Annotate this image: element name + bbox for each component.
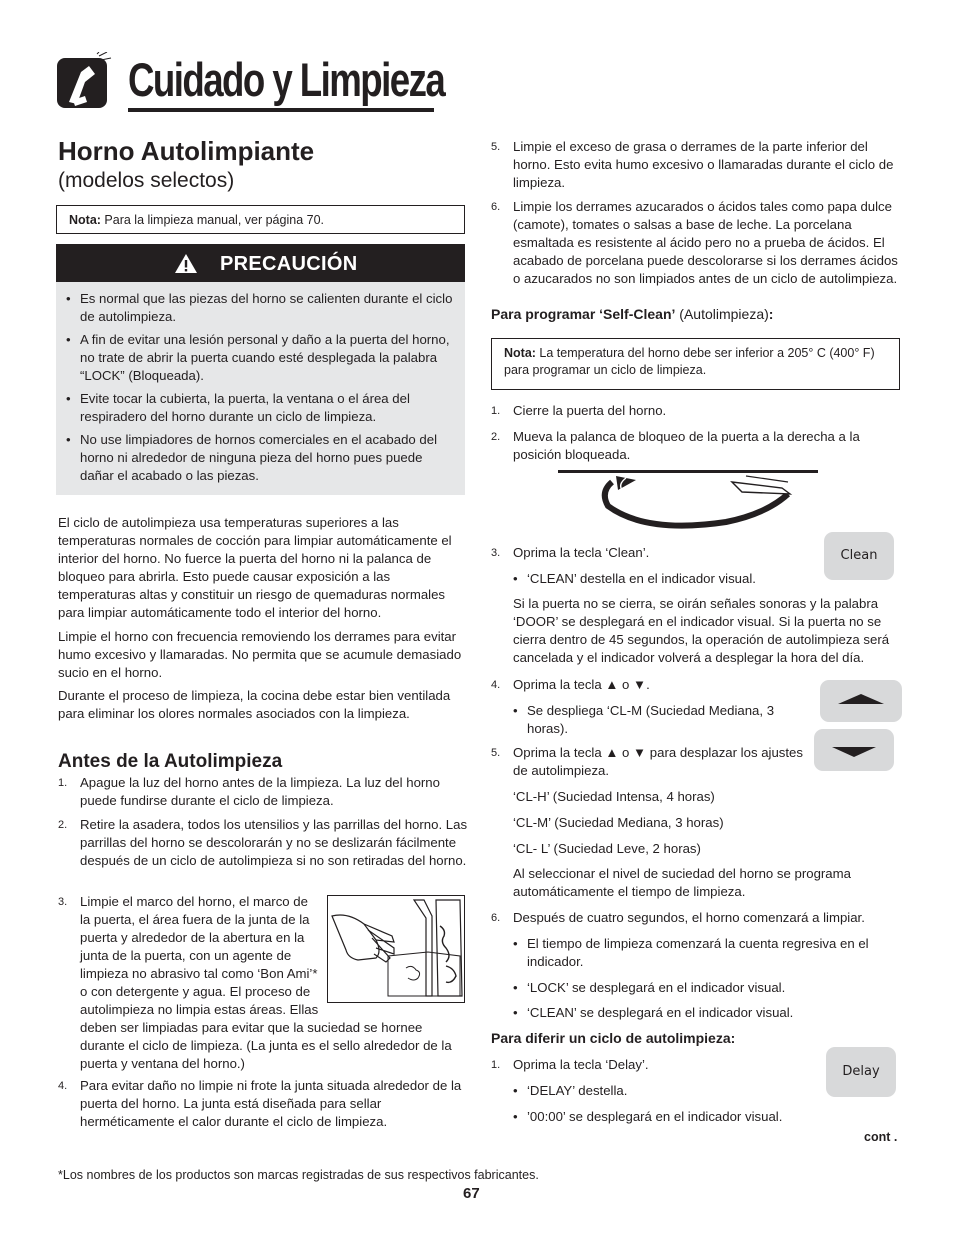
list-item: 6. Limpie los derrames azucarados o ácidos tales como papa dulce (camote), tomates o salsas a base de leche. La porcelana esmaltada es resistente al ácido pero no a prueba de ácidos. El acabado de porcelana puede descolorarse si los derrames ácidos o azucarados no son limpiados antes de un ciclo de autolimpieza. [491, 199, 898, 286]
list-item: 6. Después de cuatro segundos, el horno comenzará a limpiar. [491, 910, 865, 925]
title-rule [128, 108, 434, 112]
list-item: 4. Oprima la tecla ▲ o ▼. [491, 677, 650, 692]
list-item: 1. Apague la luz del horno antes de la limpieza. La luz del horno puede fundirse durante el ciclo de limpieza. [58, 775, 440, 808]
footnote: *Los nombres de los productos son marcas registradas de sus respectivos fabricantes. [58, 1168, 539, 1182]
program-selfclean-title: Para programar ‘Self-Clean’ (Autolimpieza): [491, 306, 774, 322]
bullet-item: • El tiempo de limpieza comenzará la cuenta regresiva en el indicador. [513, 935, 893, 971]
warning-icon [174, 253, 198, 274]
cleaning-hands-illustration [327, 895, 465, 1003]
list-item: 2. Mueva la palanca de bloqueo de la puerta a la derecha a la posición bloqueada. [491, 429, 860, 462]
caution-item: • Es normal que las piezas del horno se calienten durante el ciclo de autolimpieza. [66, 290, 455, 326]
subsection-title: Antes de la Autolimpieza [58, 751, 283, 772]
soil-level-option: ‘CL-H’ (Suciedad Intensa, 4 horas) [513, 789, 715, 804]
continued-label: cont . [864, 1130, 898, 1144]
clean-key-button[interactable]: Clean [824, 532, 894, 580]
down-arrow-key-button[interactable] [814, 729, 894, 771]
soil-level-option: ‘CL-M’ (Suciedad Mediana, 3 horas) [513, 815, 724, 830]
soil-level-option: ‘CL- L’ (Suciedad Leve, 2 horas) [513, 841, 701, 856]
section-subtitle: (modelos selectos) [58, 169, 235, 192]
step-detail: Si la puerta no se cierra, se oirán señales sonoras y la palabra ‘DOOR’ se desplegará en el indicador visual. Si la puerta no se cierra dentro de 45 segundos, la operación de autolimpieza será cancelada y el indicador volverá a desplegar la hora del día. [513, 596, 890, 665]
bullet-item: • ‘LOCK’ se desplegará en el indicador visual. [513, 979, 893, 997]
caution-item: • Evite tocar la cubierta, la puerta, la ventana o el área del respiradero del horno durante un ciclo de limpieza. [66, 390, 455, 426]
note-label: Nota: [69, 213, 101, 227]
caution-item: • A fin de evitar una lesión personal y daño a la puerta del horno, no trate de abrir la puerta cuando esté desplegada la palabra “LOCK” (Bloqueada). [66, 331, 455, 385]
caution-label: PRECAUCIÓN [220, 253, 358, 275]
delay-section-title: Para diferir un ciclo de autolimpieza: [491, 1030, 736, 1046]
delay-key-button[interactable]: Delay [826, 1047, 896, 1097]
caution-header [56, 244, 465, 282]
caution-box [56, 282, 465, 495]
list-item: 3. Oprima la tecla ‘Clean’. [491, 545, 650, 560]
intro-paragraph: Limpie el horno con frecuencia removiendo los derrames para evitar humo excesivo y llamaradas. No permita que se acumule demasiado sucio en el horno. [58, 629, 462, 680]
intro-paragraph: Durante el proceso de limpieza, la cocina debe estar bien ventilada para eliminar los olores normales asociados con la limpieza. [58, 688, 451, 721]
up-arrow-key-button[interactable] [820, 680, 902, 722]
list-item: 2. Retire la asadera, todos los utensilios y las parrillas del horno. Las parrillas del horno se descolorarán y no se deslizarán fácilmente después de un ciclo de autolimpieza si no son retiradas del horno. [58, 817, 468, 868]
bullet-item: • Se despliega ‘CL-M (Suciedad Mediana, 3 horas). [513, 702, 813, 738]
step-detail: Al seleccionar el nivel de suciedad del horno se programa automáticamente el tiempo de limpieza. [513, 866, 851, 899]
list-item: 1. Oprima la tecla ‘Delay’. [491, 1057, 649, 1072]
note-text: Para la limpieza manual, ver página 70. [100, 213, 324, 227]
bullet-item: • ‘DELAY’ destella. [513, 1082, 813, 1100]
intro-paragraph: El ciclo de autolimpieza usa temperaturas superiores a las temperaturas normales de cocción para limpiar automáticamente el interior del horno. No fuerce la puerta del horno ni la palanca de bloqueo para abrirla. Esto puede causar exposición a las temperaturas altas y constituir un riesgo de quemaduras normales para limpiar automáticamente todo el interior del horno. [58, 515, 452, 620]
list-item: 3. Limpie el marco del horno, el marco de la puerta, el área fuera de la junta de la puerta y alrededor de la abertura en la junta de la puerta, con un agente de limpieza no abrasivo tal como ‘Bon Ami’* o con detergente y agua. El proceso de autolimpieza no limpia estas áreas. Ellas deben ser limpiadas para evitar que la suciedad se hornee durante el ciclo de limpieza. (La junta es el sello alrededor de la puerta y ventana del horno.) [58, 893, 468, 1073]
section-title: Horno Autolimpiante [58, 136, 315, 166]
cleaning-logo-icon [55, 52, 113, 110]
down-arrow-icon [814, 729, 894, 771]
list-item: 1. Cierre la puerta del horno. [491, 403, 667, 418]
page-title: Cuidado y Limpieza [128, 53, 445, 106]
list-item: 5. Limpie el exceso de grasa o derrames de la parte inferior del horno. Esto evita humo excesivo o llamaradas durante el ciclo de limpieza. [491, 139, 894, 190]
note-box-manual-cleaning [56, 205, 465, 234]
bullet-item: • ’00:00’ se desplegará en el indicador visual. [513, 1108, 833, 1126]
note-box-temperature: Nota: La temperatura del horno debe ser inferior a 205° C (400° F) para programar un ciclo de limpieza. [491, 338, 900, 390]
up-arrow-icon [820, 680, 902, 722]
caution-item: • No use limpiadores de hornos comerciales en el acabado del horno ni alrededor de ninguna pieza del horno pues puede dañar el acabado o las piezas. [66, 431, 455, 485]
page-number: 67 [463, 1185, 480, 1202]
bullet-item: • ‘CLEAN’ destella en el indicador visual. [513, 570, 833, 588]
list-item: 4. Para evitar daño no limpie ni frote la junta situada alrededor de la puerta del horno. La junta está diseñada para sellar herméticamente el calor durante el ciclo de limpieza. [58, 1078, 462, 1129]
list-item: 5. Oprima la tecla ▲ o ▼ para desplazar los ajustes de autolimpieza. [491, 745, 803, 778]
door-lock-lever-diagram [556, 468, 820, 540]
bullet-item: • ‘CLEAN’ se desplegará en el indicador visual. [513, 1004, 893, 1022]
